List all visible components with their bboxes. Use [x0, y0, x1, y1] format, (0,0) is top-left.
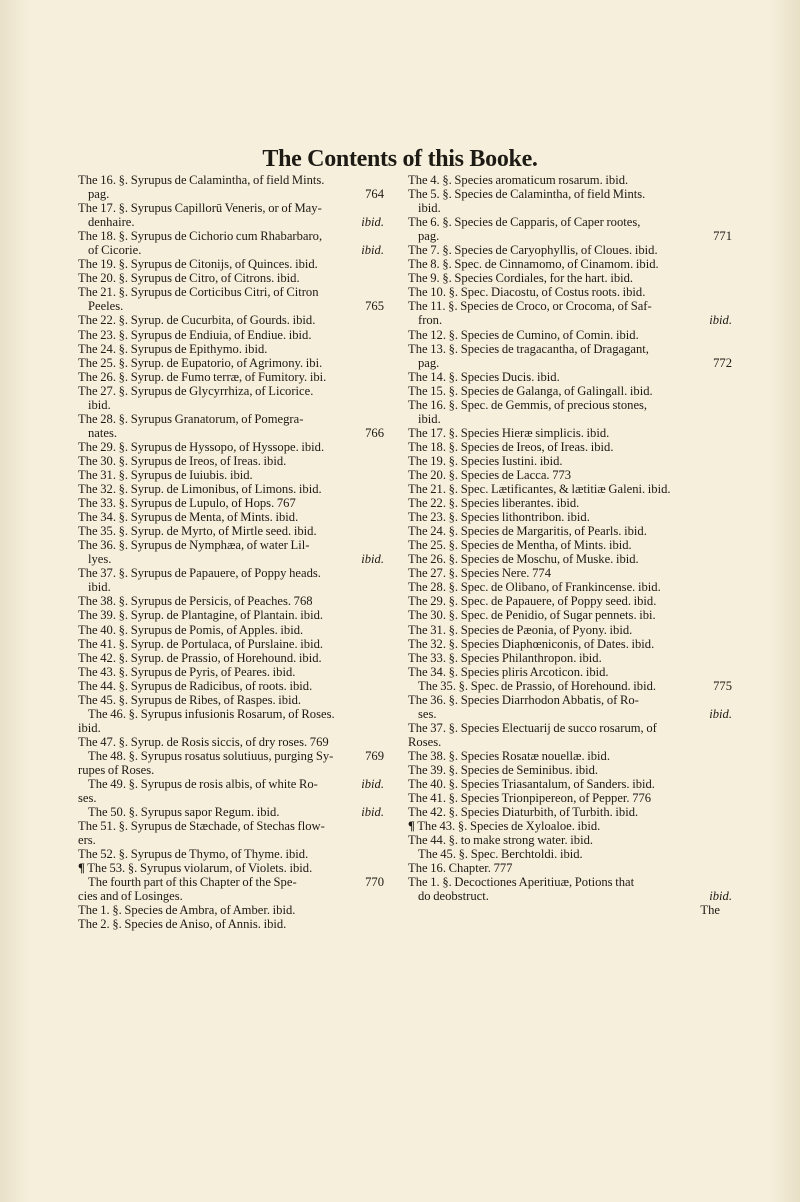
list-item: The 26. §. Syrup. de Fumo terræ, of Fumitory. ibi.: [78, 369, 327, 384]
list-item: The 15. §. Species de Galanga, of Galingall. ibid.: [408, 383, 653, 398]
list-item: ses. ibid.: [418, 706, 732, 721]
list-item: The 37. §. Syrupus de Papauere, of Poppy heads.: [78, 566, 321, 581]
list-item: ibid.: [88, 580, 111, 595]
list-item: The 8. §. Spec. de Cinnamomo, of Cinamom. ibid.: [408, 257, 659, 272]
list-item: The 33. §. Species Philanthropon. ibid.: [408, 650, 602, 665]
list-item: The 34. §. Syrupus de Menta, of Mints. ibid.: [78, 510, 299, 525]
list-item: The 33. §. Syrupus de Lupulo, of Hops. 767: [78, 496, 296, 511]
list-item: The 17. §. Species Hieræ simplicis. ibid.: [408, 425, 610, 440]
list-item: The 29. §. Spec. de Papauere, of Poppy seed. ibid.: [408, 594, 657, 609]
list-item: The 40. §. Syrupus de Pomis, of Apples. ibid.: [78, 622, 304, 637]
list-item: of Cicorie. ibid.: [88, 243, 384, 258]
list-item: The 28. §. Spec. de Olibano, of Frankincense. ibid.: [408, 580, 661, 595]
list-item: The 2. §. Species de Aniso, of Annis. ibid.: [78, 917, 287, 932]
list-item: The 13. §. Species de tragacantha, of Dragagant,: [408, 341, 649, 356]
list-item: The 36. §. Species Diarrhodon Abbatis, of Ro-: [408, 692, 639, 707]
list-item: ¶ The 43. §. Species de Xyloaloe. ibid.: [408, 819, 601, 834]
list-item: The 45. §. Spec. Berchtoldi. ibid.: [418, 847, 583, 862]
list-item: The 6. §. Species de Capparis, of Caper rootes,: [408, 215, 641, 230]
list-item: The 21. §. Spec. Lætificantes, & lætitiæ Galeni. ibid.: [408, 482, 671, 497]
left-column: [78, 173, 384, 932]
list-item: The 42. §. Species Diaturbith, of Turbith. ibid.: [408, 805, 639, 820]
list-item: The 23. §. Syrupus de Endiuia, of Endiue. ibid.: [78, 327, 312, 342]
list-item: The 4. §. Species aromaticum rosarum. ibid.: [408, 173, 629, 187]
list-item: The 41. §. Species Trionpipereon, of Pepper. 776: [408, 791, 652, 806]
list-item: The 52. §. Syrupus de Thymo, of Thyme. ibid.: [78, 847, 309, 862]
list-item: The 32. §. Syrup. de Limonibus, of Limons. ibid.: [78, 482, 322, 497]
list-item: ibid.: [88, 397, 111, 412]
list-item: The 38. §. Species Rosatæ nouellæ. ibid.: [408, 748, 610, 763]
list-item: do deobstruct. ibid.: [418, 889, 732, 904]
pilcrow-icon: ¶: [408, 819, 415, 834]
list-item: The 50. §. Syrupus sapor Regum. ibid. ibid.: [88, 805, 384, 820]
list-item: The 29. §. Syrupus de Hyssopo, of Hyssope. ibid.: [78, 439, 325, 454]
list-item: The fourth part of this Chapter of the Spe- 770: [88, 875, 384, 890]
list-item: The 20. §. Syrupus de Citro, of Citrons. ibid.: [78, 271, 300, 286]
list-item: The 43. §. Syrupus de Pyris, of Peares. ibid.: [78, 664, 296, 679]
list-item: The 44. §. to make strong water. ibid.: [408, 833, 594, 848]
list-item: The 17. §. Syrupus Capillorū Veneris, or of May-: [78, 201, 322, 216]
list-item: ibid.: [418, 201, 441, 216]
list-item: The 22. §. Species liberantes. ibid.: [408, 496, 580, 511]
list-item: The 16. §. Syrupus de Calamintha, of field Mints.: [78, 173, 325, 187]
list-item: ibid.: [78, 720, 101, 735]
list-item: The 39. §. Syrup. de Plantagine, of Plantain. ibid.: [78, 608, 324, 623]
list-item: The 19. §. Species Iustini. ibid.: [408, 453, 563, 468]
list-item: ¶ The 53. §. Syrupus violarum, of Violets. ibid.: [78, 861, 313, 876]
list-item: The 27. §. Species Nere. 774: [408, 566, 551, 581]
list-item: The 38. §. Syrupus de Persicis, of Peaches. 768: [78, 594, 313, 609]
list-item: The 19. §. Syrupus de Citonijs, of Quinces. ibid.: [78, 257, 318, 272]
list-item: The 28. §. Syrupus Granatorum, of Pomegra-: [78, 411, 304, 426]
list-item: The 1. §. Decoctiones Aperitiuæ, Potions that: [408, 875, 635, 890]
list-item: cies and of Losinges.: [78, 889, 183, 904]
list-item: Roses.: [408, 734, 442, 749]
list-item: The 7. §. Species de Caryophyllis, of Cloues. ibid.: [408, 243, 658, 258]
list-item: The 36. §. Syrupus de Nymphæa, of water Lil-: [78, 538, 310, 553]
list-item: The 20. §. Species de Lacca. 773: [408, 467, 572, 482]
list-item: The 31. §. Syrupus de Iuiubis. ibid.: [78, 467, 253, 482]
catchword: The: [700, 903, 720, 918]
list-item: pag. 772: [418, 355, 732, 370]
list-item: The 16. §. Spec. de Gemmis, of precious stones,: [408, 397, 648, 412]
list-item: The 49. §. Syrupus de rosis albis, of white Ro- ibid.: [88, 777, 384, 792]
list-item: The 44. §. Syrupus de Radicibus, of roots. ibid.: [78, 678, 313, 693]
list-item: The 10. §. Spec. Diacostu, of Costus roots. ibid.: [408, 285, 646, 300]
list-item: The 1. §. Species de Ambra, of Amber. ibid.: [78, 903, 296, 918]
list-item: The 48. §. Syrupus rosatus solutiuus, purging Sy- 769: [88, 748, 384, 763]
list-item: The 30. §. Spec. de Penidio, of Sugar pennets. ibi.: [408, 608, 656, 623]
pilcrow-icon: ¶: [78, 861, 85, 876]
list-item: fron. ibid.: [418, 313, 732, 328]
list-item: pag. 764: [88, 187, 384, 202]
list-item: The 35. §. Syrup. de Myrto, of Mirtle seed. ibid.: [78, 524, 317, 539]
list-item: The 41. §. Syrup. de Portulaca, of Purslaine. ibid.: [78, 636, 324, 651]
list-item: The 21. §. Syrupus de Corticibus Citri, of Citron: [78, 285, 319, 300]
list-item: The 18. §. Species de Ireos, of Ireas. ibid.: [408, 439, 614, 454]
list-item: The 25. §. Species de Mentha, of Mints. ibid.: [408, 538, 632, 553]
list-item: The 31. §. Species de Pæonia, of Pyony. ibid.: [408, 622, 633, 637]
list-item: denhaire. ibid.: [88, 215, 384, 230]
list-item: The 24. §. Species de Margaritis, of Pearls. ibid.: [408, 524, 647, 539]
list-item: The 51. §. Syrupus de Stæchade, of Stechas flow-: [78, 819, 325, 834]
list-item: lyes. ibid.: [88, 552, 384, 567]
list-item: The 9. §. Species Cordiales, for the hart. ibid.: [408, 271, 634, 286]
list-item: The 47. §. Syrup. de Rosis siccis, of dry roses. 769: [78, 734, 329, 749]
list-item: The 22. §. Syrup. de Cucurbita, of Gourds. ibid.: [78, 313, 316, 328]
list-item: The 14. §. Species Ducis. ibid.: [408, 369, 560, 384]
list-item: The 16. Chapter. 777: [408, 861, 513, 876]
list-item: ibid.: [418, 411, 441, 426]
list-item: The 12. §. Species de Cumino, of Comin. ibid.: [408, 327, 639, 342]
list-item: ses.: [78, 791, 97, 806]
right-column: [408, 173, 732, 917]
list-item: rupes of Roses.: [78, 762, 155, 777]
list-item: nates. 766: [88, 425, 384, 440]
list-item: Peeles. 765: [88, 299, 384, 314]
list-item: The 11. §. Species de Croco, or Crocoma, of Saf-: [408, 299, 652, 314]
list-item: The 5. §. Species de Calamintha, of field Mints.: [408, 187, 646, 202]
list-item: The 18. §. Syrupus de Cichorio cum Rhabarbaro,: [78, 229, 323, 244]
list-item: The 25. §. Syrup. de Eupatorio, of Agrimony. ibi.: [78, 355, 323, 370]
list-item: The 30. §. Syrupus de Ireos, of Ireas. ibid.: [78, 453, 287, 468]
list-item: The 24. §. Syrupus de Epithymo. ibid.: [78, 341, 268, 356]
list-item: The 46. §. Syrupus infusionis Rosarum, of Roses.: [88, 706, 335, 721]
page-title: The Contents of this Booke.: [262, 146, 538, 172]
list-item: The 45. §. Syrupus de Ribes, of Raspes. ibid.: [78, 692, 302, 707]
list-item: ers.: [78, 833, 96, 848]
list-item: The 32. §. Species Diaphœniconis, of Dates. ibid.: [408, 636, 655, 651]
list-item: The 27. §. Syrupus de Glycyrrhiza, of Licorice.: [78, 383, 314, 398]
list-item: The 35. §. Spec. de Prassio, of Horehound. ibid. 775: [418, 678, 732, 693]
list-item: The 23. §. Species lithontribon. ibid.: [408, 510, 590, 525]
list-item: The 37. §. Species Electuarij de succo rosarum, of: [408, 720, 657, 735]
list-item: The 40. §. Species Triasantalum, of Sanders. ibid.: [408, 777, 655, 792]
list-item: The 42. §. Syrup. de Prassio, of Horehound. ibid.: [78, 650, 322, 665]
list-item: The 26. §. Species de Moschu, of Muske. ibid.: [408, 552, 639, 567]
list-item: pag. 771: [418, 229, 732, 244]
list-item: The 39. §. Species de Seminibus. ibid.: [408, 762, 599, 777]
list-item: The 34. §. Species pliris Arcoticon. ibid.: [408, 664, 609, 679]
